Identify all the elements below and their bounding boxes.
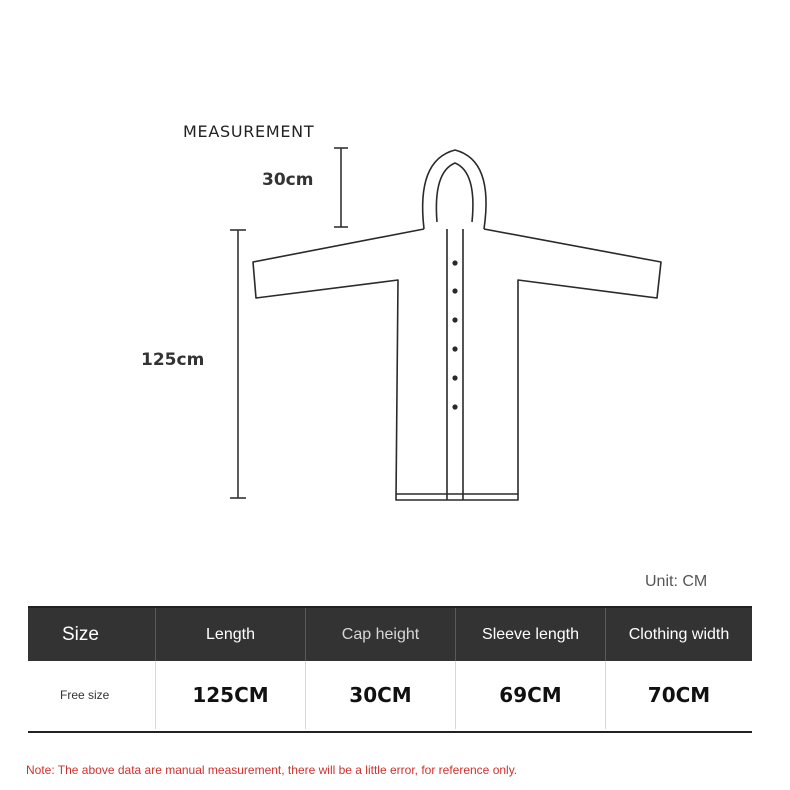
header-sleeve-length: Sleeve length bbox=[456, 608, 606, 661]
cell-length: 125CM bbox=[156, 661, 306, 729]
table-row bbox=[28, 661, 752, 729]
size-table bbox=[28, 606, 752, 733]
unit-label: Unit: CM bbox=[645, 573, 708, 590]
coat-button bbox=[452, 375, 457, 380]
coat-button bbox=[452, 404, 457, 409]
length-dimension-line bbox=[230, 230, 246, 498]
cell-clothing-width: 70CM bbox=[647, 683, 711, 707]
cell-cap-height: 30CM bbox=[306, 661, 456, 729]
cap-height-label: 30cm bbox=[262, 170, 314, 190]
measurement-title: MEASUREMENT bbox=[183, 122, 315, 141]
cap-height-dimension-line bbox=[334, 148, 348, 227]
coat-buttons bbox=[452, 260, 457, 409]
disclaimer-note: Note: The above data are manual measurement, there will be a little error, for reference only. bbox=[26, 763, 518, 777]
coat-button bbox=[452, 346, 457, 351]
length-label: 125cm bbox=[141, 350, 205, 370]
cell-sleeve-length: 69CM bbox=[456, 661, 606, 729]
header-length: Length bbox=[156, 608, 306, 661]
coat-button bbox=[452, 288, 457, 293]
hood-inner-outline bbox=[436, 163, 473, 222]
coat-button bbox=[452, 317, 457, 322]
raincoat-outline bbox=[253, 150, 661, 500]
coat-body-outline bbox=[253, 229, 661, 500]
table-header-row bbox=[28, 608, 752, 661]
coat-button bbox=[452, 260, 457, 265]
header-size: Size bbox=[28, 608, 156, 661]
header-clothing-width: Clothing width bbox=[628, 625, 730, 643]
cell-size: Free size bbox=[28, 661, 156, 729]
hood-outline bbox=[423, 150, 486, 229]
header-cap-height: Cap height bbox=[306, 608, 456, 661]
